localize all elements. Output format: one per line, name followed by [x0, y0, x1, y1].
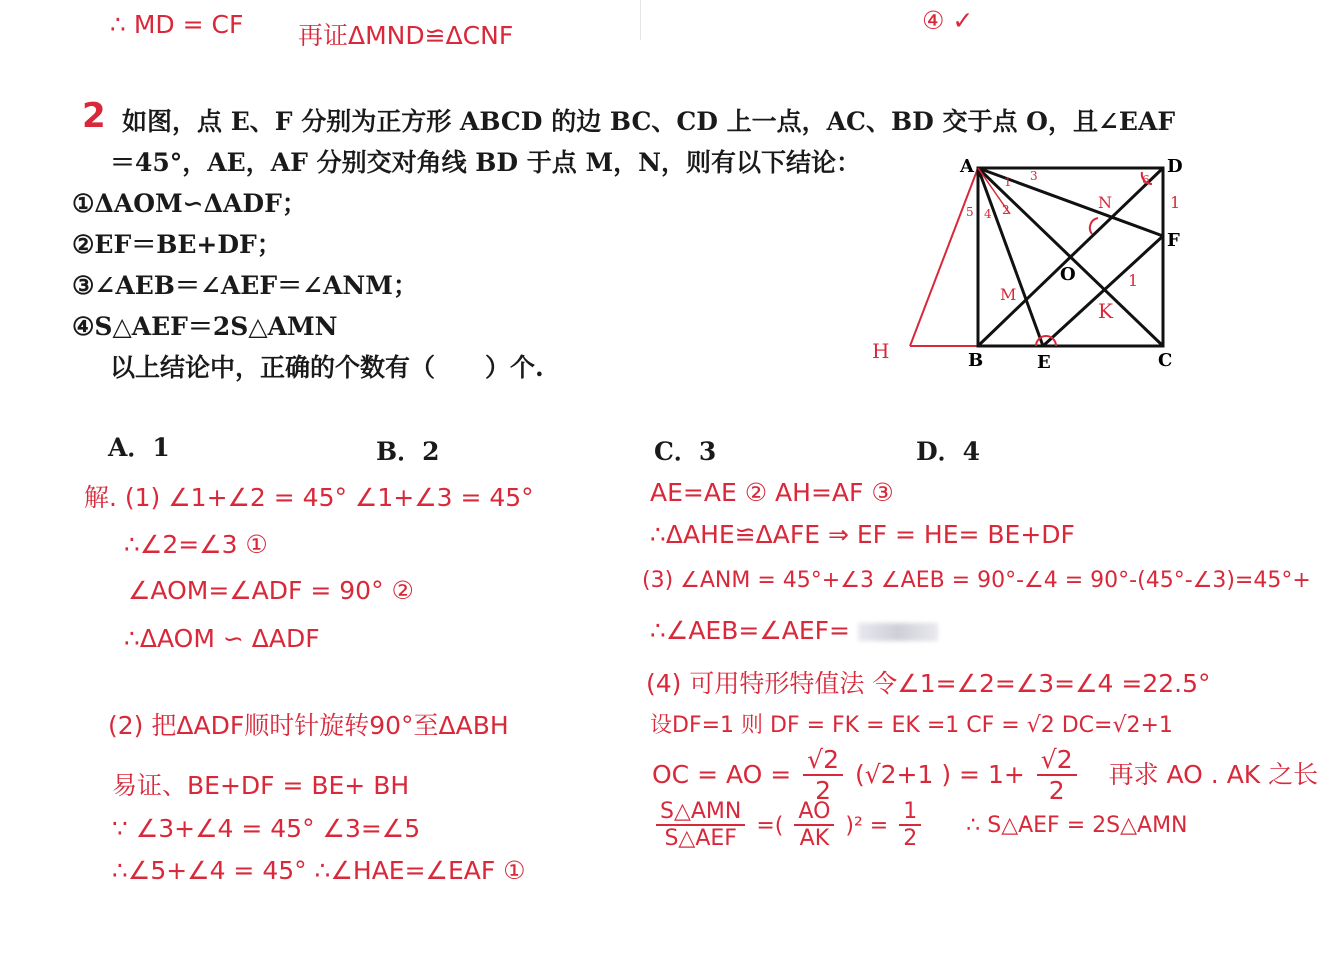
label-b: B [968, 350, 984, 371]
fraction-one-plus [1037, 746, 1077, 806]
segment-mark-fk: 1 [1128, 271, 1139, 290]
solution-right-line-2: ∴ΔAHE≌ΔAFE ⇒ EF = HE= BE+DF [650, 520, 1075, 549]
fraction-numerator: √2 [803, 746, 843, 776]
fraction-ao-ak [794, 800, 834, 853]
solution-left-line-4: ∴ΔAOM ∽ ΔADF [124, 624, 320, 653]
label-e: E [1037, 352, 1051, 373]
fraction-denominator: S△AEF [664, 826, 737, 852]
label-m: M [1000, 285, 1017, 304]
label-a: A [960, 156, 974, 177]
solution-right-line-5: (4) 可用特形特值法 令∠1=∠2=∠3=∠4 =22.5° [646, 669, 1211, 698]
conclusion-3: ③∠AEB＝∠AEF＝∠ANM； [72, 271, 418, 300]
fraction-denominator: 2 [903, 826, 918, 852]
oc-ao-label: OC = AO = [652, 759, 792, 789]
option-b: B．2 [376, 437, 440, 466]
option-a: A．1 [108, 433, 170, 462]
fraction-numerator: 1 [899, 800, 921, 826]
fraction-denominator: AK [799, 826, 830, 852]
conclusion-2: ②EF＝BE+DF； [72, 230, 282, 259]
helper-line-ah [910, 168, 978, 346]
problem-number: 2 [82, 96, 106, 136]
top-check-mark: ④ ✓ [922, 6, 974, 35]
fraction-numerator: S△AMN [656, 800, 745, 826]
geometry-figure [860, 150, 1190, 380]
fraction-numerator: √2 [1037, 746, 1077, 776]
fraction-numerator: AO [794, 800, 834, 826]
fraction-area-ratio [656, 800, 745, 853]
option-d: D．4 [916, 437, 981, 466]
angle-label-1: 1 [1004, 175, 1012, 189]
solution-left-line-5: (2) 把ΔADF顺时针旋转90°至ΔABH [108, 711, 509, 740]
top-line-triangle-congruence: 再证ΔMND≌ΔCNF [298, 21, 514, 50]
label-c: C [1158, 350, 1173, 371]
final-conclusion: ∴ S△AEF = 2S△AMN [966, 813, 1188, 839]
option-c: C．3 [654, 437, 717, 466]
conclusion-1: ①ΔAOM∽ΔADF； [72, 189, 307, 218]
segment-mark-df: 1 [1170, 193, 1181, 212]
label-h: H [872, 339, 890, 363]
fraction-one-half [899, 800, 921, 853]
squared-equals: )² = [845, 813, 889, 839]
solution-right-line-6: 设DF=1 则 DF = FK = EK =1 CF = √2 DC=√2+1 [650, 713, 1173, 738]
solution-right-line-7 [652, 746, 1318, 806]
oc-ao-value: (√2+1 ) = 1+ [854, 759, 1025, 789]
label-f: F [1167, 230, 1180, 251]
label-n: N [1098, 193, 1112, 212]
angle-label-4: 4 [984, 207, 992, 221]
top-line-md-cf: ∴ MD = CF [110, 10, 244, 39]
solution-right-line-8 [652, 800, 1188, 853]
equals-paren: =( [756, 813, 784, 839]
solution-left-line-8: ∴∠5+∠4 = 45° ∴∠HAE=∠EAF ① [112, 856, 526, 885]
solution-right-line-4 [650, 616, 938, 645]
angle-label-2: 2 [1002, 203, 1010, 217]
angle-label-3: 3 [1030, 169, 1038, 183]
solution-left-line-2: ∴∠2=∠3 ① [124, 530, 268, 559]
fraction-root2-over-2 [803, 746, 843, 806]
page-fold-line [640, 0, 641, 40]
label-d: D [1167, 156, 1183, 177]
solution-left-line-6: 易证、BE+DF = BE+ BH [112, 771, 410, 800]
problem-stem-line-1: 如图，点 E、F 分别为正方形 ABCD 的边 BC、CD 上一点，AC、BD 交于点 O，且∠EAF [122, 107, 1176, 136]
solution-right-line-4-text: ∴∠AEB=∠AEF= [650, 616, 850, 645]
segment-ae [978, 168, 1043, 346]
label-k: K [1098, 299, 1113, 323]
redacted-area [858, 623, 938, 641]
solution-left-line-3: ∠AOM=∠ADF = 90° ② [128, 576, 414, 605]
fraction-denominator: 2 [815, 775, 832, 805]
solution-left-line-7: ∵ ∠3+∠4 = 45° ∠3=∠5 [112, 814, 421, 843]
angle-label-6: 6 [1142, 173, 1150, 187]
solution-left-line-1: 解. (1) ∠1+∠2 = 45° ∠1+∠3 = 45° [84, 483, 534, 512]
angle-label-5: 5 [966, 205, 974, 219]
fraction-denominator: 2 [1048, 775, 1065, 805]
conclusion-4: ④S△AEF＝2S△AMN [72, 312, 338, 341]
find-ao-ak: 再求 AO . AK 之长 [1108, 759, 1318, 789]
problem-question: 以上结论中，正确的个数有（ ）个. [110, 353, 544, 382]
label-o: O [1060, 264, 1076, 285]
solution-right-line-3: (3) ∠ANM = 45°+∠3 ∠AEB = 90°-∠4 = 90°-(45°-∠3)=45°+ [642, 568, 1311, 593]
problem-stem-line-2: ＝45°，AE，AF 分别交对角线 BD 于点 M，N，则有以下结论： [110, 148, 862, 177]
solution-right-line-1: AE=AE ② AH=AF ③ [650, 478, 894, 507]
